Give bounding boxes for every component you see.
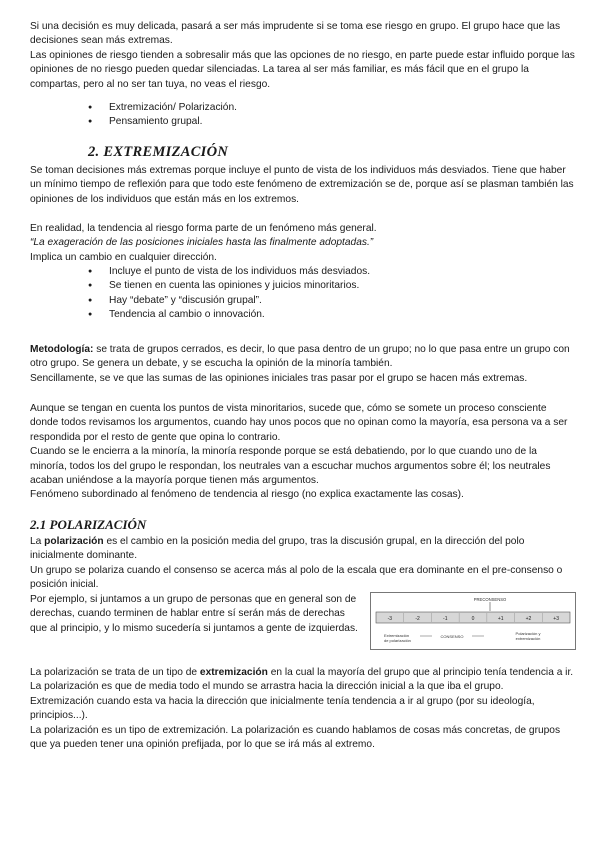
scale-tick-label: -2 xyxy=(415,616,420,622)
extremizacion-term: extremización xyxy=(199,667,268,678)
paragraph: Sencillamente, se ve que las sumas de las opiniones iniciales tras pasar por el grupo se hacen más extremas. xyxy=(30,372,528,384)
paragraph: La polarización es que de media todo el mundo se arrastra hacia la dirección inicial a la que iba el grupo. xyxy=(30,681,504,693)
consenso-label: CONSENSO xyxy=(440,634,464,639)
right-label-line-2: extremización xyxy=(515,636,541,641)
intro-bullet-list xyxy=(88,101,568,130)
scale-tick-label: +1 xyxy=(497,616,504,622)
left-label-line-2: de polarización xyxy=(384,638,411,643)
paragraph: Cuando se le encierra a la minoría, la minoría responde porque se está debatiendo, por lo que cuando uno de la minoría, todos los del grupo le respondan, los neutrales van a escuchar muchos argumentos sobre él; los neutrales acaban uniéndose a la mayoría porque tienen más argumentos. xyxy=(30,446,551,487)
paragraph: La polarización se trata de un tipo de extremización en la cual la mayoría del grupo que al principio tenía tendencia a ir. xyxy=(30,667,574,678)
intro-block xyxy=(30,20,575,92)
scale-tick-label: -1 xyxy=(443,616,448,622)
quote: “La exageración de las posiciones iniciales hasta las finalmente adoptadas.” xyxy=(30,237,374,249)
metodologia-text: se trata de grupos cerrados, es decir, lo que pasa dentro de un grupo; no lo que pasa entre un grupo con otro grupo. Se genera un debate, y se escucha la opinión de la minoría también. xyxy=(30,344,570,370)
metodologia-block xyxy=(30,343,575,386)
paragraph: Un grupo se polariza cuando el consenso se acerca más al polo de la escala que era dominante en el pre-consenso o posición inicial. xyxy=(30,564,563,591)
paragraph: En realidad, la tendencia al riesgo forma parte de un fenómeno más general. xyxy=(30,223,377,234)
paragraph: La polarización es un tipo de extremización. La polarización es cuando hablamos de cosas más concretas, de grupos que ya pueden tener una opinión prefijada, por lo que se irá más al extremo. xyxy=(30,724,561,751)
section-2-tendency xyxy=(30,222,575,265)
list-item: ● Incluye el punto de vista de los individuos más desviados. xyxy=(88,265,568,279)
section-2-bullet-list xyxy=(88,265,568,323)
paragraph xyxy=(30,343,575,372)
preconsenso-label: PRECONSENSO xyxy=(473,597,507,602)
paragraph: Se toman decisiones más extremas porque incluye el punto de vista de los individuos más desviados. Tiene que haber un mínimo tiempo de reflexión para que todo este fenómeno de extremización se de, porque así se plasman también las opiniones de los individuos que están más en los extremos. xyxy=(30,165,574,205)
section-2-1-heading: 2.1 POLARIZACIÓN xyxy=(30,517,147,532)
intro-paragraph-1: Si una decisión es muy delicada, pasará a ser más imprudente si se toma ese riesgo en grupo. El grupo hace que las decisiones sean más extremas. xyxy=(30,21,561,47)
polarization-explanation xyxy=(30,666,575,752)
left-label-line-1: Extremización xyxy=(384,633,410,638)
paragraph: Aunque se tengan en cuenta los puntos de vista minoritarios, sucede que, cómo se somete un proceso consciente donde todos revisamos los argumentos, cuando hay unos pocos que no opinan como la mayoría, esa persona va a ser respondida por el resto de gente que opina lo contrario. xyxy=(30,403,568,443)
right-label-line-1: Polarización y xyxy=(515,631,541,636)
scale-tick-label: +2 xyxy=(525,616,532,622)
polarization-example xyxy=(30,593,362,636)
polarization-definition xyxy=(30,535,575,593)
polarization-scale-diagram xyxy=(370,592,576,650)
section-2-heading: 2. EXTREMIZACIÓN xyxy=(88,144,229,160)
paragraph: Por ejemplo, si juntamos a un grupo de personas que en general son de derechas, cuando terminen de hablar entre sí serán más de derechas que al principio, y lo mismo sucedería si juntamos a gente de izquierdas. xyxy=(30,594,358,634)
list-item: ● Hay “debate” y “discusión grupal”. xyxy=(88,294,568,308)
polarizacion-term: polarización xyxy=(44,536,104,547)
list-item: ● Se tienen en cuenta las opiniones y juicios minoritarios. xyxy=(88,279,568,293)
intro-paragraph-2: Las opiniones de riesgo tienden a sobresalir más que las opciones de no riesgo, en parte puede estar influido porque las opiniones de no riesgo pueden quedar silenciadas. La tarea al ser más familiar, es más fácil que en el grupo la compartas, pero al no ser tan tuya, no veas el riesgo. xyxy=(30,49,575,90)
scale-tick-label: 0 xyxy=(471,616,475,622)
section-2-intro xyxy=(30,164,575,207)
list-item: ● Extremización/ Polarización. xyxy=(88,101,568,115)
scale-tick-label: +3 xyxy=(553,616,559,622)
list-item: ● Tendencia al cambio o innovación. xyxy=(88,308,568,322)
paragraph: Extremización cuando esta va hacia la dirección que inicialmente tenía tendencia a ir al grupo (por su ideología, principios...). xyxy=(30,695,535,722)
paragraph: La polarización es el cambio en la posición media del grupo, tras la discusión grupal, en la dirección del polo inicialmente dominante. xyxy=(30,536,525,562)
argument-block xyxy=(30,402,575,503)
metodologia-label: Metodología: xyxy=(30,344,94,355)
list-item: ● Pensamiento grupal. xyxy=(88,115,568,129)
paragraph: Implica un cambio en cualquier dirección. xyxy=(30,251,217,263)
scale-tick-label: -3 xyxy=(387,616,393,622)
paragraph: Fenómeno subordinado al fenómeno de tendencia al riesgo (no explica exactamente las cosas). xyxy=(30,489,464,501)
